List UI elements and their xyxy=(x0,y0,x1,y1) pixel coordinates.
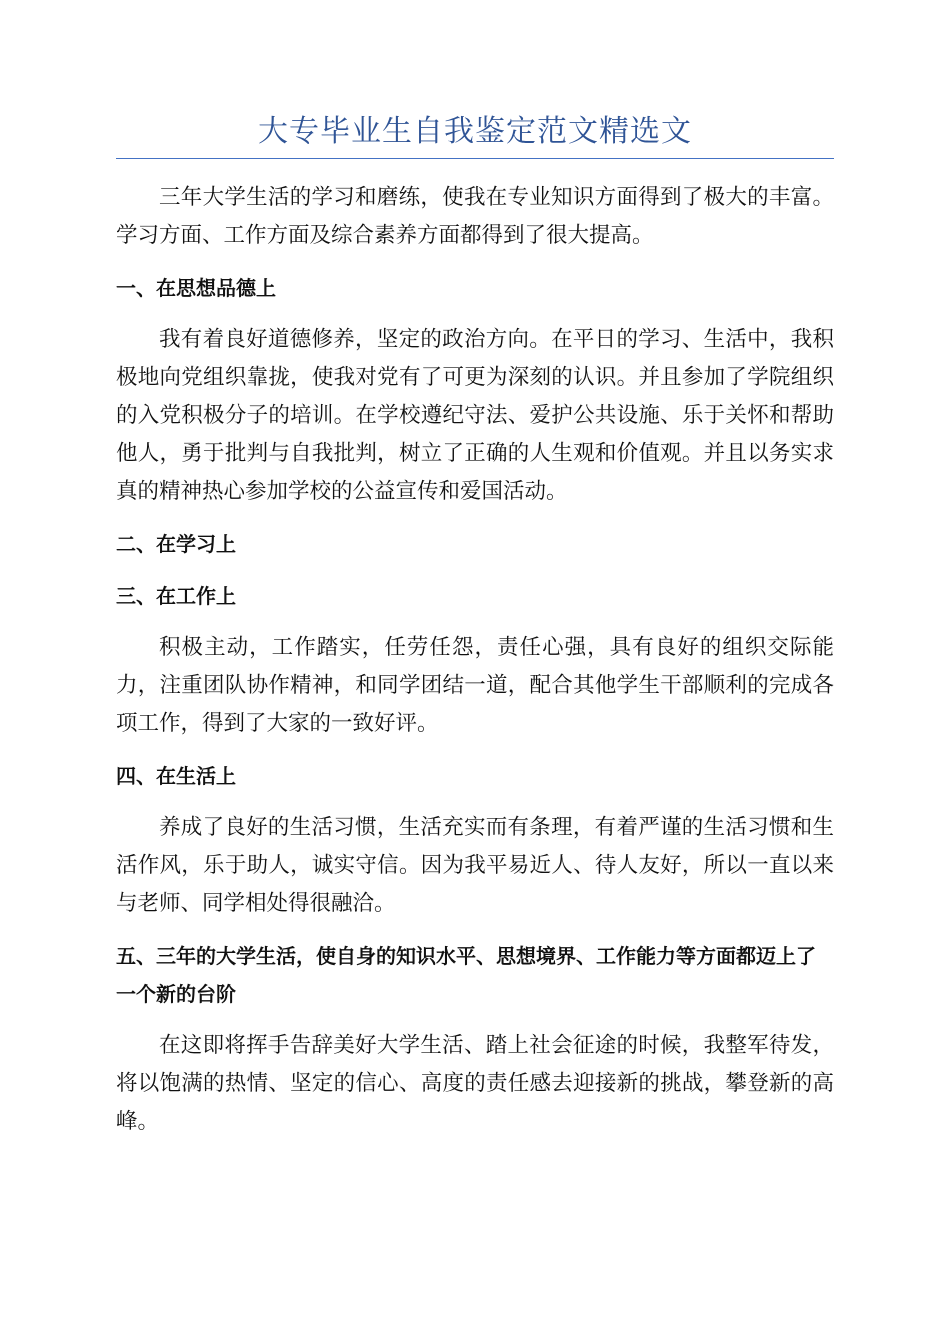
section-body-1: 我有着良好道德修养，坚定的政治方向。在平日的学习、生活中，我积极地向党组织靠拢，使我对党有了可更为深刻的认识。并且参加了学院组织的入党积极分子的培训。在学校遵纪守法、爱护公共设施、乐于关怀和帮助他人，勇于批判与自我批判，树立了正确的人生观和价值观。并且以务实求真的精神热心参加学校的公益宣传和爱国活动。 xyxy=(116,327,834,504)
section-heading-2: 二、在学习上 xyxy=(116,532,236,556)
intro-paragraph: 三年大学生活的学习和磨练，使我在专业知识方面得到了极大的丰富。学习方面、工作方面及综合素养方面都得到了很大提高。 xyxy=(116,185,834,248)
section-body-4: 养成了良好的生活习惯，生活充实而有条理，有着严谨的生活习惯和生活作风，乐于助人，诚实守信。因为我平易近人、待人友好，所以一直以来与老师、同学相处得很融洽。 xyxy=(116,815,834,916)
section-heading-4: 四、在生活上 xyxy=(116,764,236,788)
document-page xyxy=(116,110,834,1141)
section-heading-5: 五、三年的大学生活，使自身的知识水平、思想境界、工作能力等方面都迈上了一个新的台阶 xyxy=(116,944,816,1006)
document-title: 大专毕业生自我鉴定范文精选文 xyxy=(116,110,834,159)
section-body-5: 在这即将挥手告辞美好大学生活、踏上社会征途的时候，我整军待发，将以饱满的热情、坚定的信心、高度的责任感去迎接新的挑战，攀登新的高峰。 xyxy=(116,1033,834,1134)
section-heading-3: 三、在工作上 xyxy=(116,584,236,608)
section-heading-1: 一、在思想品德上 xyxy=(116,276,276,300)
section-body-3: 积极主动，工作踏实，任劳任怨，责任心强，具有良好的组织交际能力，注重团队协作精神，和同学团结一道，配合其他学生干部顺利的完成各项工作，得到了大家的一致好评。 xyxy=(116,635,834,736)
